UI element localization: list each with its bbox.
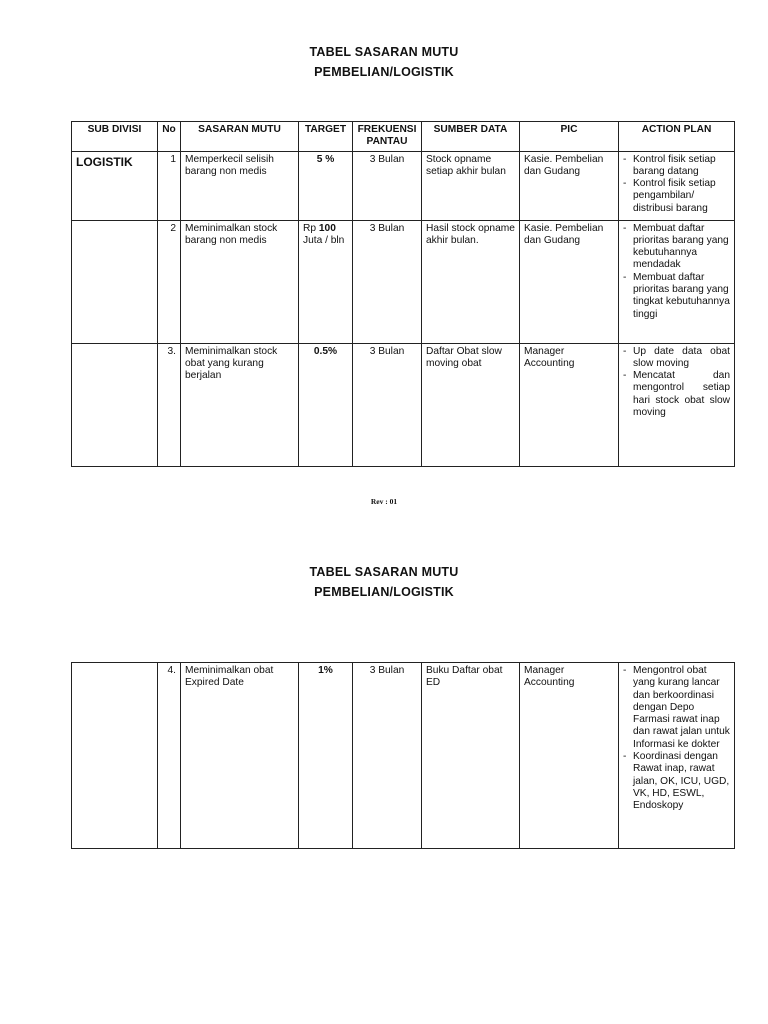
header-target: TARGET: [299, 122, 353, 152]
table-row: [72, 220, 735, 343]
sub-divisi-cell: [72, 343, 158, 466]
target-suffix: Juta / bln: [303, 234, 345, 246]
action-item: - Mengontrol obat yang kurang lancar dan berkoordinasi dengan Depo Farmasi rawat inap dan rawat jalan untuk Informasi ke dokter: [623, 665, 730, 751]
table-row: [72, 343, 735, 466]
header-frekuensi-pantau: FREKUENSI PANTAU: [353, 122, 422, 152]
row-sumber-data: Daftar Obat slow moving obat: [422, 343, 520, 466]
action-list: [623, 154, 730, 215]
target-prefix: Rp: [303, 222, 319, 234]
row-no: 3.: [158, 343, 181, 466]
sub-divisi-cell: [72, 220, 158, 343]
page2-title-line2: PEMBELIAN/LOGISTIK: [314, 585, 454, 599]
header-no: No: [158, 122, 181, 152]
header-action-plan: ACTION PLAN: [619, 122, 735, 152]
row-frekuensi: 3 Bulan: [353, 151, 422, 220]
revision-label: Rev : 01: [370, 497, 398, 506]
row-sasaran: Meminimalkan obat Expired Date: [181, 663, 299, 849]
header-sub-divisi: SUB DIVISI: [72, 122, 158, 152]
target-amount: 100: [318, 222, 336, 234]
action-item: - Membuat daftar prioritas barang yang tingkat kebutuhannya tinggi: [623, 272, 730, 321]
action-list: [623, 223, 730, 321]
table-row: [72, 151, 735, 220]
action-list: [623, 346, 730, 420]
header-sumber-data: SUMBER DATA: [422, 122, 520, 152]
page1-title-line2: PEMBELIAN/LOGISTIK: [314, 65, 454, 79]
row-action-plan: [619, 220, 735, 343]
row-no: 1: [158, 151, 181, 220]
table-row: [72, 663, 735, 849]
row-sasaran: Memperkecil selisih barang non medis: [181, 151, 299, 220]
row-pic: Manager Accounting: [520, 343, 619, 466]
row-no: 2: [158, 220, 181, 343]
action-item: - Koordinasi dengan Rawat inap, rawat jalan, OK, ICU, UGD, VK, HD, ESWL, Endoskopy: [623, 751, 730, 812]
row-target: 0.5%: [299, 343, 353, 466]
row-sumber-data: Buku Daftar obat ED: [422, 663, 520, 849]
row-pic: Kasie. Pembelian dan Gudang: [520, 220, 619, 343]
row-target: 5 %: [299, 151, 353, 220]
action-item: - Kontrol fisik setiap barang datang: [623, 154, 730, 179]
sasaran-mutu-table-page2: [71, 662, 735, 849]
action-item: - Mencatat dan mengontrol setiap hari stock obat slow moving: [623, 370, 730, 419]
header-pic: PIC: [520, 122, 619, 152]
page1-title-line1: TABEL SASARAN MUTU: [309, 45, 459, 59]
row-pic: Kasie. Pembelian dan Gudang: [520, 151, 619, 220]
row-sumber-data: Stock opname setiap akhir bulan: [422, 151, 520, 220]
sub-divisi-cell: LOGISTIK: [72, 151, 158, 220]
table-header-row: [72, 122, 735, 152]
row-frekuensi: 3 Bulan: [353, 220, 422, 343]
row-frekuensi: 3 Bulan: [353, 343, 422, 466]
row-action-plan: [619, 343, 735, 466]
row-target: 1%: [299, 663, 353, 849]
row-action-plan: [619, 151, 735, 220]
action-item: - Membuat daftar prioritas barang yang kebutuhannya mendadak: [623, 223, 730, 272]
row-action-plan: [619, 663, 735, 849]
row-sasaran: Meminimalkan stock obat yang kurang berjalan: [181, 343, 299, 466]
action-item: - Up date data obat slow moving: [623, 346, 730, 371]
row-no: 4.: [158, 663, 181, 849]
row-target: [299, 220, 353, 343]
sasaran-mutu-table-page1: [71, 121, 735, 467]
sub-divisi-cell: [72, 663, 158, 849]
row-frekuensi: 3 Bulan: [353, 663, 422, 849]
row-pic: Manager Accounting: [520, 663, 619, 849]
page2-title-line1: TABEL SASARAN MUTU: [309, 565, 459, 579]
row-sumber-data: Hasil stock opname akhir bulan.: [422, 220, 520, 343]
header-sasaran-mutu: SASARAN MUTU: [181, 122, 299, 152]
row-sasaran: Meminimalkan stock barang non medis: [181, 220, 299, 343]
action-list: [623, 665, 730, 813]
action-item: - Kontrol fisik setiap pengambilan/ distribusi barang: [623, 178, 730, 215]
